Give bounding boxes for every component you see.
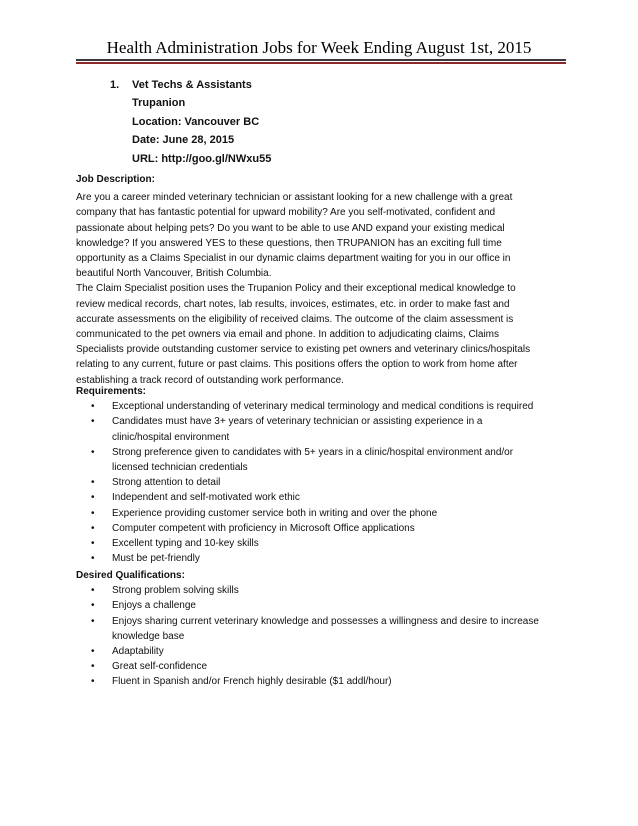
description-line: review medical records, chart notes, lab results, invoices, estimates, etc. in order to make fast and xyxy=(76,298,510,310)
job-number: 1. xyxy=(110,79,120,91)
description-line: relating to any current, future or past claims. This positions offers the option to work from home after xyxy=(76,359,518,371)
description-line: Specialists provide outstanding customer service to existing pet owners and veterinary clinics/hospitals xyxy=(76,344,531,356)
job-company: Trupanion xyxy=(132,97,186,110)
requirements-label: Requirements: xyxy=(76,386,147,397)
requirement-item xyxy=(76,521,566,536)
requirement-item-text: Exceptional understanding of veterinary medical terminology and medical conditions is required xyxy=(112,401,534,413)
desired-qualification-item xyxy=(76,659,566,674)
bullet-icon: • xyxy=(91,585,95,597)
desired-qualification-item-text: Fluent in Spanish and/or French highly desirable ($1 addl/hour) xyxy=(112,676,392,688)
requirement-item xyxy=(76,475,566,490)
description-line: The Claim Specialist position uses the Trupanion Policy and their exceptional medical knowledge to xyxy=(76,283,516,295)
requirement-item-text: Strong preference given to candidates with 5+ years in a clinic/hospital environment and/or xyxy=(112,446,514,458)
requirement-item-text: Excellent typing and 10-key skills xyxy=(112,538,259,550)
job-url: URL: http://goo.gl/NWxu55 xyxy=(132,152,272,165)
description-line: Are you a career minded veterinary technician or assistant looking for a new challenge with a great xyxy=(76,192,513,204)
job-description-label: Job Description: xyxy=(76,174,155,185)
description-line: opportunity as a Claims Specialist in our dynamic claims department waiting for you in our office in xyxy=(76,253,511,265)
bullet-icon: • xyxy=(91,661,95,673)
description-line: knowledge? If you answered YES to these questions, then TRUPANION has an exciting full time xyxy=(76,237,502,249)
desired-qualification-item-text: Strong problem solving skills xyxy=(112,585,239,597)
requirement-item-text: Candidates must have 3+ years of veterinary technician or assisting experience in a xyxy=(112,416,483,428)
description-line: passionate about helping pets? Do you want to be able to use AND expand your existing medical xyxy=(76,222,505,234)
desired-qualification-item xyxy=(76,674,566,689)
requirement-item xyxy=(76,551,566,566)
requirement-item-text: Independent and self-motivated work ethic xyxy=(112,492,300,504)
requirement-item-text: Strong attention to detail xyxy=(112,477,221,489)
desired-qualification-item-text: Adaptability xyxy=(112,646,164,658)
bullet-icon: • xyxy=(91,538,95,550)
bullet-icon: • xyxy=(91,492,95,504)
bullet-icon: • xyxy=(91,615,95,627)
description-line: communicated to the pet owners via email and phone. In addition to adjudicating claims, Claims xyxy=(76,329,500,341)
bullet-icon: • xyxy=(91,600,95,612)
requirement-item-text: clinic/hospital environment xyxy=(112,431,230,443)
requirements-section xyxy=(76,384,566,566)
requirement-item-text: Must be pet-friendly xyxy=(112,553,200,565)
job-title-line xyxy=(110,76,271,94)
desired-qualifications-label: Desired Qualifications: xyxy=(76,570,185,581)
desired-qualification-item-text: Enjoys a challenge xyxy=(112,600,196,612)
desired-qualification-item xyxy=(76,583,566,598)
description-line: company that has fantastic potential for upward mobility? Are you self-motivated, confident and xyxy=(76,207,496,219)
header-rule-red xyxy=(76,62,566,64)
requirement-item xyxy=(76,536,566,551)
description-line: accurate assessments on the eligibility of received claims. The outcome of the claim assessment is xyxy=(76,313,514,325)
job-location: Location: Vancouver BC xyxy=(132,115,260,128)
job-description-section xyxy=(76,172,566,388)
desired-qualification-item-text: Enjoys sharing current veterinary knowledge and possesses a willingness and desire to increase xyxy=(112,615,539,627)
bullet-icon: • xyxy=(91,507,95,519)
job-date: Date: June 28, 2015 xyxy=(132,134,235,147)
desired-qualification-item xyxy=(76,598,566,613)
requirement-item-text: licensed technician credentials xyxy=(112,462,248,474)
page-header-title: Health Administration Jobs for Week Ending August 1st, 2015 xyxy=(106,38,532,57)
requirements-list xyxy=(76,399,566,566)
requirement-item xyxy=(76,506,566,521)
bullet-icon: • xyxy=(91,522,95,534)
requirement-item xyxy=(76,490,566,505)
requirement-item xyxy=(76,399,566,414)
requirement-item-text: Computer competent with proficiency in Microsoft Office applications xyxy=(112,522,415,534)
bullet-icon: • xyxy=(91,646,95,658)
requirement-item xyxy=(76,445,566,475)
description-line: beautiful North Vancouver, British Columbia. xyxy=(76,268,272,280)
bullet-icon: • xyxy=(91,553,95,565)
bullet-icon: • xyxy=(91,446,95,458)
desired-qualifications-section xyxy=(76,568,566,690)
desired-qualification-item-text: knowledge base xyxy=(112,630,185,642)
desired-qualification-item-text: Great self-confidence xyxy=(112,661,208,673)
desired-qualification-item xyxy=(76,614,566,644)
header-rule-dark xyxy=(76,59,566,61)
description-line: establishing a track record of outstanding work performance. xyxy=(76,374,344,386)
job-title: Vet Techs & Assistants xyxy=(132,79,252,91)
desired-qualifications-list xyxy=(76,583,566,689)
requirement-item-text: Experience providing customer service both in writing and over the phone xyxy=(112,507,438,519)
bullet-icon: • xyxy=(91,676,95,688)
job-description-text xyxy=(76,190,566,388)
job-heading-block xyxy=(110,76,271,168)
bullet-icon: • xyxy=(91,477,95,489)
desired-qualification-item xyxy=(76,644,566,659)
requirement-item xyxy=(76,414,566,444)
bullet-icon: • xyxy=(91,401,95,413)
bullet-icon: • xyxy=(91,416,95,428)
